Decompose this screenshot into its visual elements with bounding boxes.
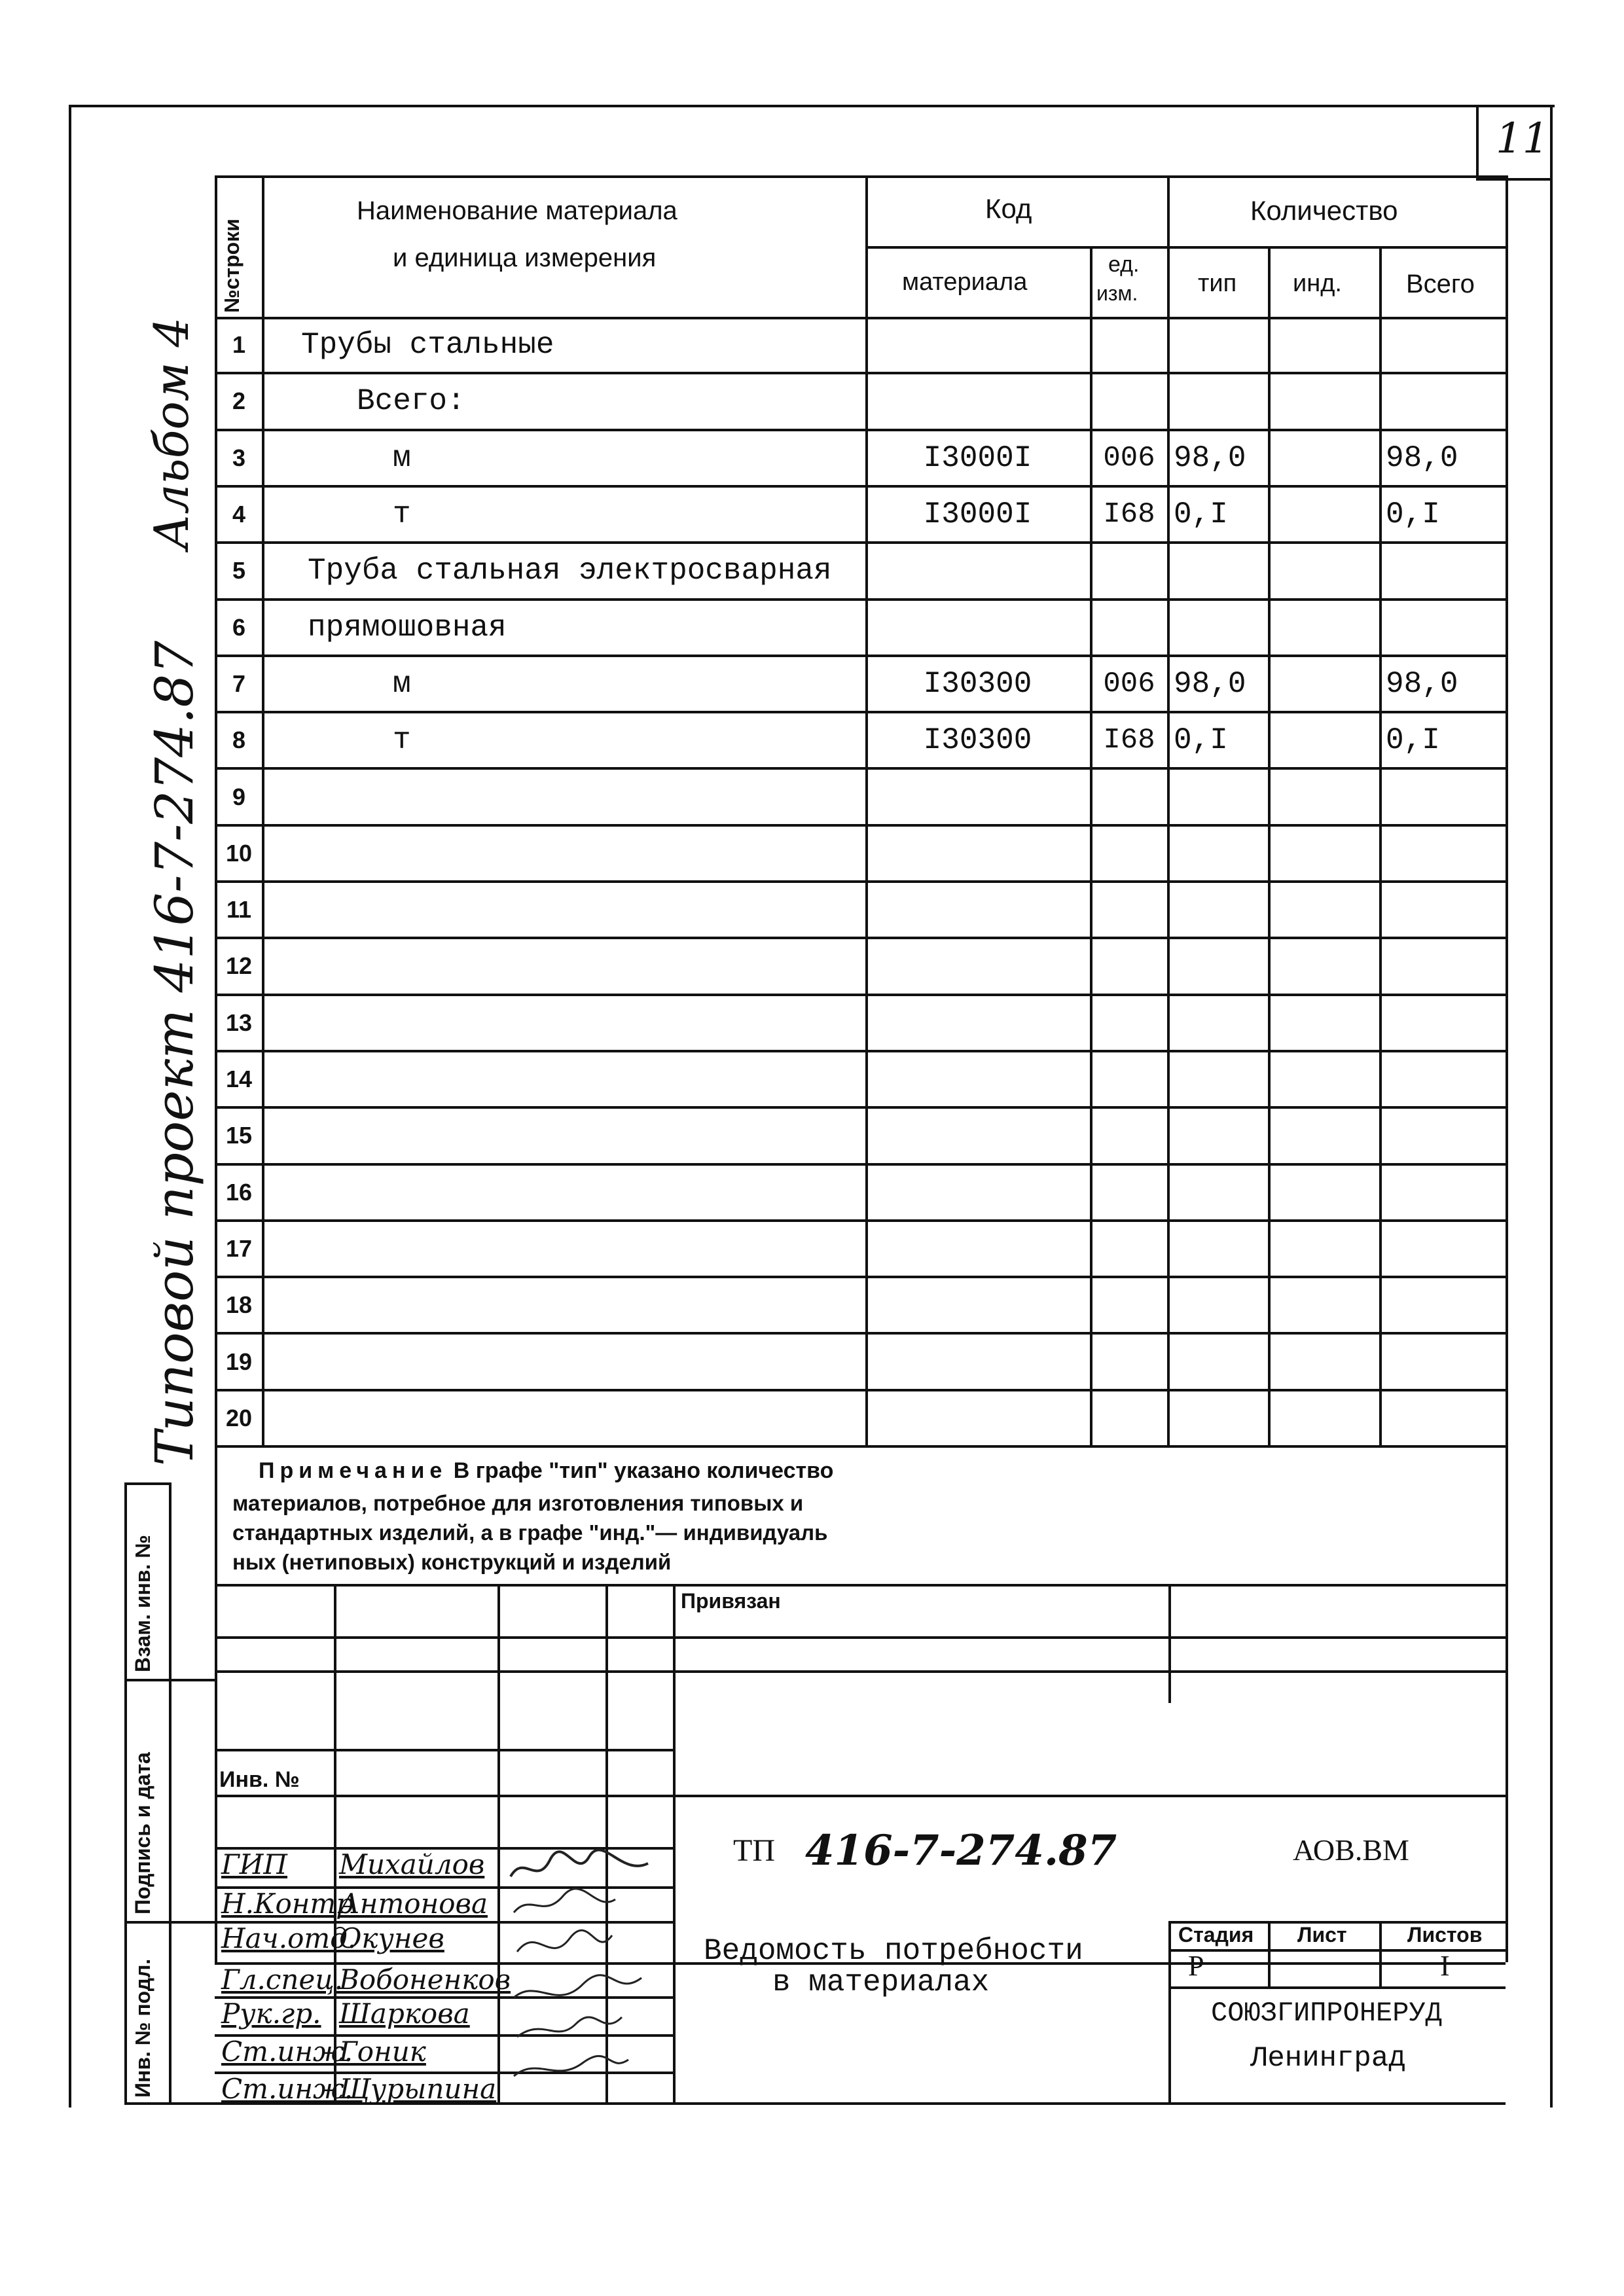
qty-typ [1174, 600, 1265, 656]
qty-total [1386, 1390, 1504, 1446]
material-code [865, 1390, 1090, 1446]
qty-total [1386, 882, 1504, 938]
note-line-3: стандартных изделий, а в графе "инд."— индивидуаль [232, 1520, 828, 1545]
qty-total [1386, 1051, 1504, 1107]
signer-name: Вобоненков [339, 1964, 511, 1996]
unit-code [1091, 768, 1167, 825]
qty-ind [1270, 712, 1378, 768]
qty-typ [1174, 373, 1265, 429]
stamp-col-1 [334, 1584, 336, 2102]
signer-role: Нач.отд. [221, 1922, 357, 1954]
header-subline [865, 246, 1506, 249]
qty-typ: 0,I [1174, 497, 1228, 532]
qty-total: 0,I [1386, 497, 1440, 532]
material-name [301, 1221, 890, 1277]
unit-code [1091, 1277, 1167, 1333]
qty-typ [1174, 1277, 1265, 1333]
qty-total: 98,0 [1386, 440, 1458, 475]
unit-code [1091, 1221, 1167, 1277]
row-number: 19 [225, 1348, 253, 1375]
material-code [865, 938, 1090, 994]
qty-total [1386, 938, 1504, 994]
doc-title-line-1: Ведомость потребности [704, 1934, 1083, 1968]
qty-ind [1270, 1221, 1378, 1277]
signer-name: Михайлов [339, 1848, 485, 1880]
frame-right-border [1550, 105, 1553, 2108]
signer-role: Гл.спец. [221, 1964, 343, 1996]
org-line-2: Ленинград [1250, 2042, 1406, 2075]
row-number: 5 [232, 557, 246, 584]
material-code [865, 373, 1090, 429]
side-project-label: Типовой проект 416-7-274.87 [144, 640, 205, 1466]
material-code [865, 317, 1090, 373]
note-text-1: В графе "тип" указано количество [447, 1458, 834, 1483]
col-header-quantity: Количество [1250, 195, 1398, 226]
left-strip-div1 [124, 1679, 216, 1681]
qty-ind [1270, 1333, 1378, 1390]
page-number-box-left [1476, 105, 1479, 180]
material-name: т [393, 497, 411, 532]
qty-total [1386, 1164, 1504, 1221]
material-code [865, 543, 1090, 599]
col-divider-qty [1167, 175, 1170, 1446]
qty-total [1386, 1333, 1504, 1390]
col-header-name-2: и единица измерения [393, 243, 657, 272]
material-code [865, 1051, 1090, 1107]
row-number: 1 [232, 331, 246, 359]
frame-top-border [69, 105, 1555, 107]
note-line-4: ных (нетиповых) конструкций и изделий [232, 1550, 672, 1574]
doc-title-line-2: в материалах [772, 1965, 990, 2000]
col-divider-ind-total [1379, 247, 1382, 1446]
stamp-col-privyazan [1168, 1584, 1171, 1703]
signer-name: Гоник [339, 2036, 426, 2068]
material-name: м [393, 440, 411, 475]
material-name [301, 1277, 890, 1333]
row-number: 14 [225, 1066, 253, 1093]
material-name [301, 995, 890, 1051]
qty-typ [1174, 995, 1265, 1051]
unit-code [1091, 995, 1167, 1051]
col-header-name-1: Наименование материала [357, 196, 677, 225]
doc-code-number: 416-7-274.87 [805, 1826, 1117, 1875]
qty-typ [1174, 1051, 1265, 1107]
material-name [301, 1164, 890, 1221]
unit-code: I68 [1103, 724, 1155, 757]
signer-name: Щурыпина [339, 2073, 497, 2105]
stage-block-div2 [1379, 1921, 1382, 1986]
material-code [865, 600, 1090, 656]
stamp-line-b [215, 1670, 1506, 1673]
col-header-code-unit-2: изм. [1096, 281, 1138, 305]
qty-ind [1270, 317, 1378, 373]
row-number: 6 [232, 613, 246, 641]
stage-block-div1 [1268, 1921, 1271, 1986]
stage-block-mid [1168, 1949, 1506, 1952]
material-name: прямошовная [308, 610, 507, 645]
material-name [301, 938, 890, 994]
material-name [301, 1390, 890, 1446]
qty-total [1386, 317, 1504, 373]
qty-typ [1174, 543, 1265, 599]
qty-ind [1270, 543, 1378, 599]
material-name: Трубы стальные [301, 328, 554, 363]
col-header-code-material: материала [902, 268, 1028, 296]
signer-name: Антонова [339, 1888, 488, 1920]
material-code [865, 882, 1090, 938]
frame-left-border [69, 105, 71, 2108]
qty-ind [1270, 1164, 1378, 1221]
material-name [301, 882, 890, 938]
left-strip-vzam: Взам. инв. № [131, 1535, 154, 1672]
col-header-code-unit-1: ед. [1108, 252, 1140, 277]
col-divider-rowno [262, 175, 264, 1446]
stamp-line-a [215, 1636, 1506, 1639]
material-code [865, 995, 1090, 1051]
qty-total [1386, 373, 1504, 429]
unit-code [1091, 1107, 1167, 1164]
qty-ind [1270, 1051, 1378, 1107]
material-name: м [393, 666, 411, 701]
material-code [865, 1164, 1090, 1221]
unit-code [1091, 882, 1167, 938]
material-code [865, 1333, 1090, 1390]
qty-total [1386, 825, 1504, 882]
signatures-drawing [497, 1847, 674, 2102]
qty-total [1386, 1107, 1504, 1164]
unit-code: 006 [1103, 667, 1155, 700]
left-strip-top [124, 1482, 170, 1485]
qty-typ [1174, 1164, 1265, 1221]
row-number: 11 [226, 896, 252, 924]
qty-ind [1270, 995, 1378, 1051]
material-name [301, 1333, 890, 1390]
row-number: 2 [232, 387, 246, 415]
qty-total [1386, 1277, 1504, 1333]
table-right [1506, 175, 1508, 1962]
qty-ind [1270, 430, 1378, 486]
material-name: т [393, 723, 411, 758]
col-header-qty-total: Всего [1406, 270, 1475, 298]
row-number: 13 [225, 1009, 253, 1036]
qty-ind [1270, 600, 1378, 656]
col-header-qty-typ: тип [1198, 270, 1237, 297]
page-number: 11 [1496, 115, 1549, 163]
qty-total [1386, 995, 1504, 1051]
left-strip-left [124, 1482, 127, 2102]
doc-code-suffix: АОВ.ВМ [1293, 1833, 1409, 1867]
qty-typ [1174, 768, 1265, 825]
qty-total: 98,0 [1386, 666, 1458, 701]
qty-ind [1270, 486, 1378, 543]
left-strip-div2 [124, 1921, 216, 1924]
left-strip-podpis: Подпись и дата [131, 1752, 154, 1914]
material-code [865, 1277, 1090, 1333]
signer-role: Ст.инж. [221, 2036, 353, 2068]
row-number: 17 [225, 1234, 253, 1262]
note-line-1 [259, 1458, 833, 1484]
col-header-row-no: №строки [220, 219, 244, 313]
qty-typ: 98,0 [1174, 666, 1246, 701]
sheet-label: Лист [1297, 1923, 1347, 1946]
unit-code [1091, 825, 1167, 882]
material-code [865, 825, 1090, 882]
qty-ind [1270, 1390, 1378, 1446]
signer-role: Ст.инж. [221, 2073, 353, 2105]
signer-name: Окунев [339, 1922, 444, 1954]
qty-total [1386, 543, 1504, 599]
qty-total [1386, 600, 1504, 656]
material-code [865, 1221, 1090, 1277]
stage-value: Р [1188, 1950, 1204, 1982]
qty-typ: 98,0 [1174, 440, 1246, 475]
stage-block-left [1168, 1921, 1171, 2102]
material-name [301, 1051, 890, 1107]
material-code: I3000I [923, 440, 1032, 475]
unit-code: I68 [1103, 498, 1155, 531]
qty-typ [1174, 825, 1265, 882]
unit-code [1091, 317, 1167, 373]
inv-no-label: Инв. № [219, 1767, 300, 1792]
stamp-top [215, 1584, 1506, 1587]
unit-code [1091, 373, 1167, 429]
left-strip-bottom [124, 2102, 216, 2105]
org-line-1: СОЮЗГИПРОНЕРУД [1211, 1998, 1442, 2029]
unit-code [1091, 600, 1167, 656]
row-number: 20 [225, 1404, 253, 1431]
stamp-line-d [215, 1795, 1506, 1797]
row-number: 7 [232, 670, 246, 697]
signer-role: ГИП [221, 1848, 288, 1880]
row-number: 12 [225, 952, 253, 980]
signer-role: Н.Контр [221, 1888, 354, 1920]
stage-label: Стадия [1178, 1923, 1254, 1946]
col-header-code: Код [985, 193, 1032, 224]
unit-code [1091, 1390, 1167, 1446]
qty-ind [1270, 1107, 1378, 1164]
stage-block-bot [1168, 1986, 1506, 1989]
qty-typ [1174, 317, 1265, 373]
privyazan-label: Привязан [681, 1589, 781, 1613]
sheets-value: I [1440, 1950, 1450, 1982]
qty-total [1386, 768, 1504, 825]
row-number: 15 [225, 1122, 253, 1149]
row-number: 10 [225, 839, 253, 867]
qty-typ [1174, 1390, 1265, 1446]
qty-typ [1174, 1107, 1265, 1164]
sheets-label: Листов [1407, 1923, 1483, 1946]
row-number: 3 [232, 444, 246, 471]
row-number: 18 [225, 1291, 253, 1319]
note-label: Примечание [259, 1458, 448, 1483]
qty-total: 0,I [1386, 723, 1440, 758]
qty-typ: 0,I [1174, 723, 1228, 758]
qty-ind [1270, 656, 1378, 712]
side-album-label: Альбом 4 [144, 317, 199, 550]
qty-typ [1174, 882, 1265, 938]
material-name [301, 1107, 890, 1164]
qty-ind [1270, 768, 1378, 825]
qty-total [1386, 1221, 1504, 1277]
material-code: I3000I [923, 497, 1032, 532]
row-number: 9 [232, 783, 246, 810]
signer-name: Шаркова [339, 1998, 470, 2030]
table-top [215, 175, 1506, 178]
material-code: I30300 [923, 723, 1032, 758]
page-number-box-bottom [1476, 178, 1553, 181]
unit-code [1091, 938, 1167, 994]
material-code: I30300 [923, 666, 1032, 701]
material-name [301, 768, 890, 825]
material-code [865, 1107, 1090, 1164]
qty-ind [1270, 825, 1378, 882]
qty-ind [1270, 882, 1378, 938]
col-header-qty-ind: инд. [1293, 270, 1342, 297]
qty-ind [1270, 373, 1378, 429]
qty-typ [1174, 1221, 1265, 1277]
unit-code [1091, 1333, 1167, 1390]
material-name: Всего: [357, 384, 465, 419]
qty-ind [1270, 1277, 1378, 1333]
unit-code: 006 [1103, 441, 1155, 475]
unit-code [1091, 1051, 1167, 1107]
stamp-line-c [215, 1749, 673, 1751]
left-strip-inv: Инв. № подл. [131, 1958, 154, 2098]
material-name: Труба стальная электросварная [308, 554, 832, 588]
note-line-2: материалов, потребное для изготовления типовых и [232, 1491, 804, 1515]
qty-ind [1270, 938, 1378, 994]
row-number: 8 [232, 726, 246, 754]
unit-code [1091, 543, 1167, 599]
row-number: 16 [225, 1178, 253, 1206]
unit-code [1091, 1164, 1167, 1221]
signer-role: Рук.гр. [221, 1998, 321, 2030]
doc-code-prefix: ТП [733, 1833, 775, 1868]
qty-typ [1174, 938, 1265, 994]
left-strip-right [169, 1482, 171, 2102]
material-code [865, 768, 1090, 825]
row-number: 4 [232, 501, 246, 528]
material-name [301, 825, 890, 882]
qty-typ [1174, 1333, 1265, 1390]
